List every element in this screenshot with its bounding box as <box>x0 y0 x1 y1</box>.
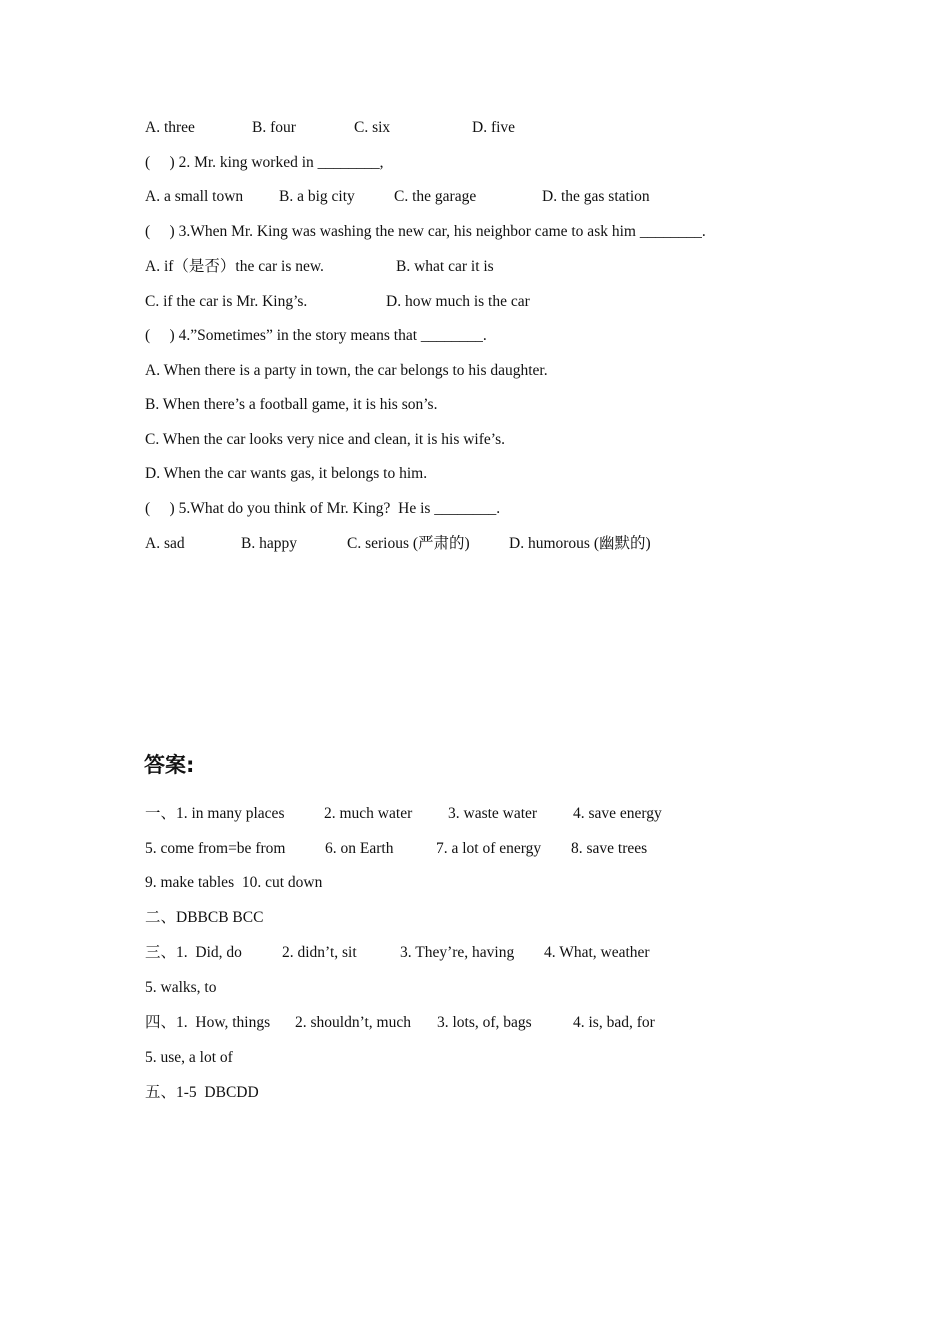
q5-option-b: B. happy <box>241 535 297 552</box>
q3-option-a: A. if（是否）the car is new. <box>145 258 324 275</box>
q1-option-d: D. five <box>472 119 516 136</box>
q5-option-d: D. humorous (幽默的) <box>509 535 651 552</box>
q3-option-d: D. how much is the car <box>386 293 530 310</box>
q3-option-c: C. if the car is Mr. King’s. <box>145 293 308 310</box>
q1-option-a: A. three <box>145 119 195 136</box>
q2-option-b: B. a big city <box>279 188 355 205</box>
q1-option-c: C. six <box>354 119 391 136</box>
document-page: A. three B. four C. six D. five ( ) 2. Mr. king worked in ________, A. a small town B. a big city C. the garage D. the gas station ( ) 3.When Mr. King was washing the new car, his neighbor came to ask him ________. A. if（是否）the car is new. B. what car it is C. if the car is Mr. King’s. D. how much is the car ( ) 4.”Sometimes” in the story means that ________. A. When there is a party in town, the car belongs to his daughter. B. When there’s a football game, it is his son’s. C. When the car looks very nice and clean, it is his wife’s. D. When the car wants gas, it belongs to him. ( ) 5.What do you think of Mr. King? He is ________. A. sad B. happy C. serious (严肃的) D. humorous (幽默的) 答案: 一、1. in many places 2. much water 3. waste water 4. save energy 5. come from=be from 6. on Earth 7. a lot of energy 8. save trees 9. make tables 10. cut down 二、DBBCB BCC 三、1. Did, do 2. didn’t, sit 3. They’re, having 4. What, weather 5. walks, to 四、1. How, things 2. shouldn’t, much 3. lots, of, bags 4. is, bad, for 5. use, a lot of 五、1-5 DBCDD <box>144 119 706 1101</box>
q2-option-d: D. the gas station <box>542 188 650 205</box>
q5-option-c: C. serious (严肃的) <box>347 535 470 552</box>
q5-option-a: A. sad <box>145 535 185 552</box>
q2-option-c: C. the garage <box>394 188 477 205</box>
q3-option-b: B. what car it is <box>396 258 494 275</box>
answers-heading: 答案: <box>144 753 195 777</box>
q1-option-b: B. four <box>252 119 296 136</box>
q2-option-a: A. a small town <box>145 188 244 205</box>
